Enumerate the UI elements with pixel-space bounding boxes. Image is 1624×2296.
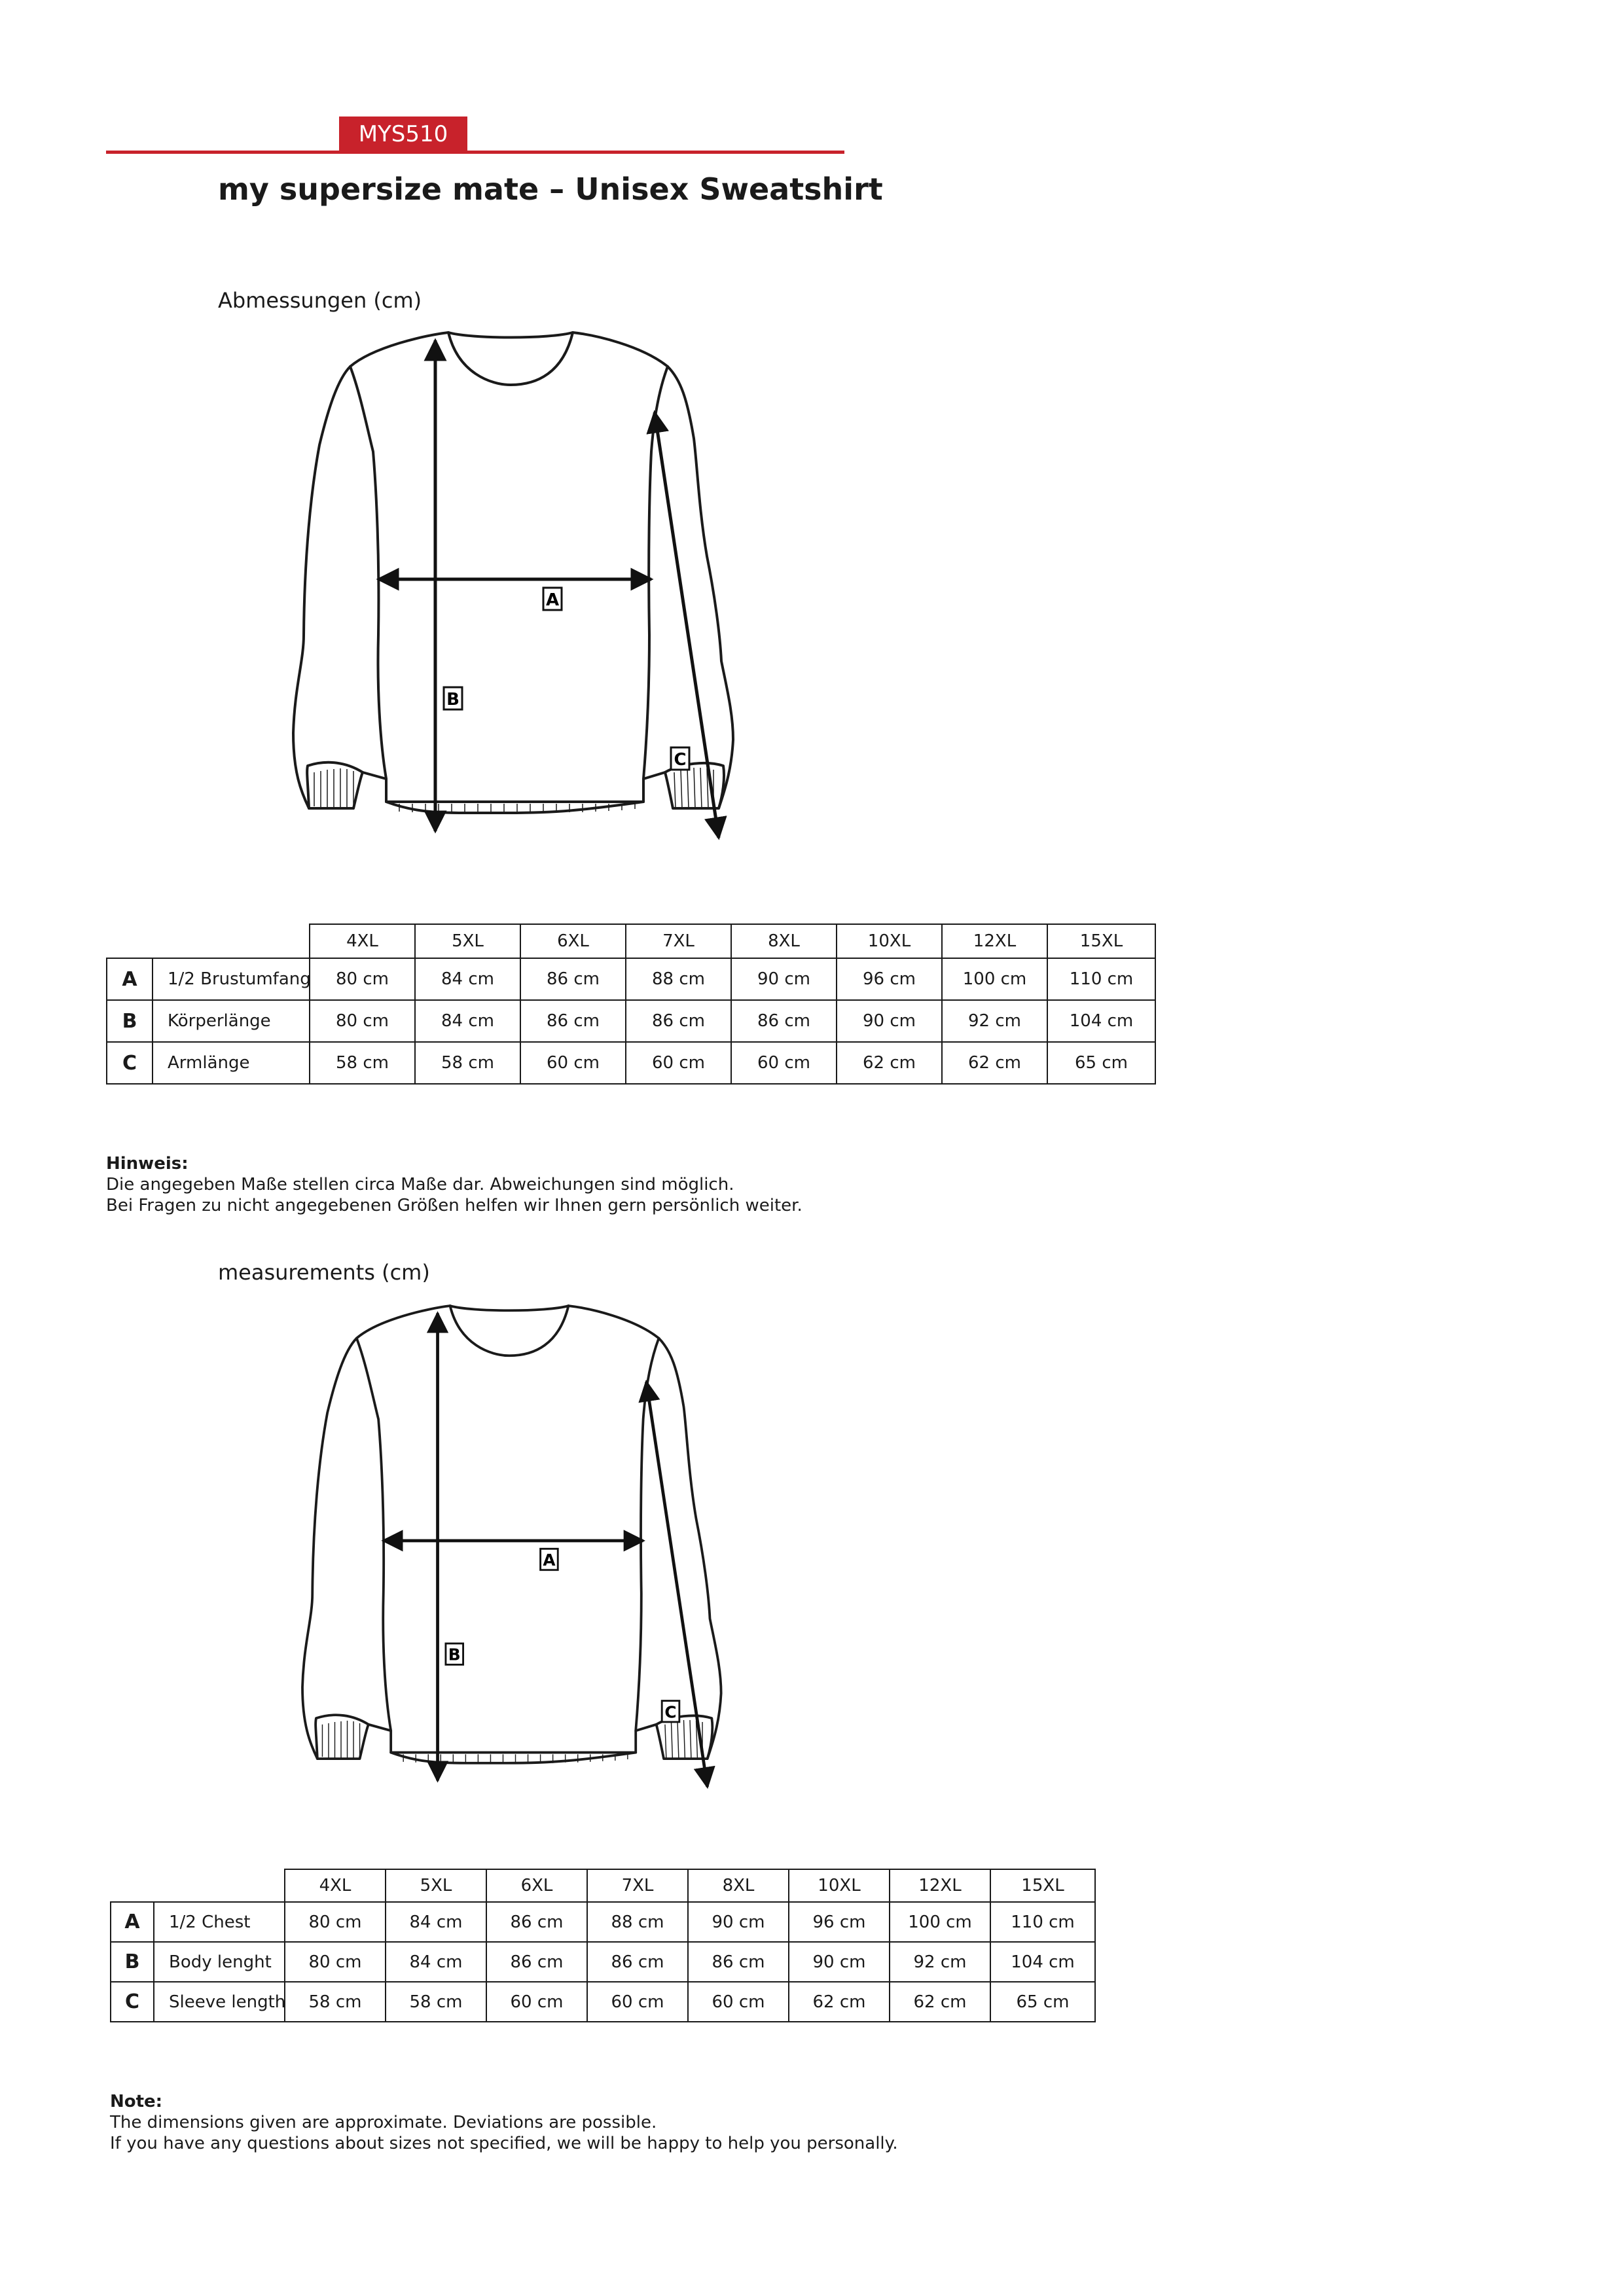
table-cell: 65 cm: [1047, 1042, 1155, 1084]
note-de: [106, 1153, 803, 1216]
table-cell: 80 cm: [310, 1000, 415, 1042]
table-cell: 60 cm: [731, 1042, 837, 1084]
marker-labels: [444, 588, 689, 770]
table-row: [111, 1902, 1095, 1942]
table-row: [111, 1982, 1095, 2022]
table-cell: 80 cm: [310, 958, 415, 1000]
row-letter: A: [107, 958, 153, 1000]
size-header: 10XL: [837, 924, 942, 958]
header-rule: [106, 151, 844, 154]
note-heading: Hinweis:: [106, 1154, 189, 1174]
table-cell: 60 cm: [688, 1982, 789, 2022]
garment-body-outline: [293, 332, 733, 813]
table-cell: 58 cm: [310, 1042, 415, 1084]
size-header: 10XL: [789, 1869, 890, 1902]
size-header: 5XL: [386, 1869, 486, 1902]
size-header: 5XL: [415, 924, 520, 958]
table-cell: 104 cm: [990, 1942, 1095, 1982]
neckline: [448, 332, 573, 385]
table-row: [111, 1942, 1095, 1982]
table-cell: 58 cm: [386, 1982, 486, 2022]
table-cell: 86 cm: [626, 1000, 731, 1042]
size-header: 7XL: [587, 1869, 688, 1902]
table-cell: 62 cm: [837, 1042, 942, 1084]
page-title: my supersize mate – Unisex Sweatshirt: [218, 171, 883, 207]
table-cell: 90 cm: [789, 1942, 890, 1982]
table-cell: 100 cm: [890, 1902, 990, 1942]
table-cell: 65 cm: [990, 1982, 1095, 2022]
table-cell: 86 cm: [520, 958, 626, 1000]
table-row: [107, 1042, 1155, 1084]
row-label: Body lenght: [154, 1942, 285, 1982]
table-cell: 88 cm: [626, 958, 731, 1000]
table-cell: 88 cm: [587, 1902, 688, 1942]
note-line: If you have any questions about sizes not specified, we will be happy to help you personally.: [110, 2134, 898, 2153]
size-header: 7XL: [626, 924, 731, 958]
size-header: 12XL: [890, 1869, 990, 1902]
size-header-row: [107, 924, 1155, 958]
row-label: Armlänge: [153, 1042, 310, 1084]
row-label: Sleeve length: [154, 1982, 285, 2022]
table-cell: 110 cm: [990, 1902, 1095, 1942]
row-letter: C: [111, 1982, 154, 2022]
table-cell: 90 cm: [837, 1000, 942, 1042]
note-line: Die angegeben Maße stellen circa Maße dar. Abweichungen sind möglich.: [106, 1175, 734, 1194]
row-label: Körperlänge: [153, 1000, 310, 1042]
size-header: 15XL: [990, 1869, 1095, 1902]
marker-a: A: [545, 590, 560, 610]
row-letter: B: [111, 1942, 154, 1982]
table-cell: 60 cm: [520, 1042, 626, 1084]
size-header: 4XL: [285, 1869, 386, 1902]
row-letter: C: [107, 1042, 153, 1084]
table-cell: 110 cm: [1047, 958, 1155, 1000]
size-table-en: [110, 1869, 1096, 2022]
marker-c: C: [664, 1702, 677, 1722]
row-letter: A: [111, 1902, 154, 1942]
table-cell: 62 cm: [789, 1982, 890, 2022]
sweatshirt-diagram-de: [275, 321, 746, 864]
table-cell: 86 cm: [587, 1942, 688, 1982]
marker-a: A: [543, 1551, 556, 1570]
size-header: 8XL: [688, 1869, 789, 1902]
row-letter: B: [107, 1000, 153, 1042]
note-line: The dimensions given are approximate. Deviations are possible.: [110, 2113, 657, 2132]
size-header: 8XL: [731, 924, 837, 958]
table-cell: 62 cm: [890, 1982, 990, 2022]
table-cell: 58 cm: [285, 1982, 386, 2022]
table-cell: 60 cm: [626, 1042, 731, 1084]
table-cell: 86 cm: [688, 1942, 789, 1982]
sweatshirt-diagram-en: [280, 1295, 738, 1812]
table-row: [107, 958, 1155, 1000]
table-cell: 96 cm: [837, 958, 942, 1000]
product-code-badge: MYS510: [339, 117, 467, 152]
table-cell: 84 cm: [386, 1942, 486, 1982]
table-cell: 100 cm: [942, 958, 1047, 1000]
marker-b: B: [446, 690, 460, 709]
table-cell: 92 cm: [890, 1942, 990, 1982]
row-label: 1/2 Brustumfang: [153, 958, 310, 1000]
table-cell: 60 cm: [587, 1982, 688, 2022]
size-header: 6XL: [520, 924, 626, 958]
table-cell: 80 cm: [285, 1902, 386, 1942]
size-header: 6XL: [486, 1869, 587, 1902]
note-heading: Note:: [110, 2092, 163, 2111]
table-cell: 90 cm: [688, 1902, 789, 1942]
table-cell: 86 cm: [520, 1000, 626, 1042]
table-cell: 84 cm: [386, 1902, 486, 1942]
table-cell: 58 cm: [415, 1042, 520, 1084]
table-cell: 86 cm: [486, 1942, 587, 1982]
size-header: 15XL: [1047, 924, 1155, 958]
measurements-label-en: measurements (cm): [218, 1260, 430, 1285]
size-table-de: [106, 924, 1156, 1085]
marker-b: B: [448, 1645, 461, 1664]
table-cell: 86 cm: [486, 1902, 587, 1942]
row-label: 1/2 Chest: [154, 1902, 285, 1942]
size-header: 12XL: [942, 924, 1047, 958]
table-row: [107, 1000, 1155, 1042]
table-cell: 80 cm: [285, 1942, 386, 1982]
table-cell: 96 cm: [789, 1902, 890, 1942]
table-cell: 92 cm: [942, 1000, 1047, 1042]
note-line: Bei Fragen zu nicht angegebenen Größen helfen wir Ihnen gern persönlich weiter.: [106, 1196, 803, 1215]
size-header: 4XL: [310, 924, 415, 958]
table-cell: 90 cm: [731, 958, 837, 1000]
table-cell: 84 cm: [415, 1000, 520, 1042]
note-en: [110, 2091, 898, 2154]
table-cell: 60 cm: [486, 1982, 587, 2022]
marker-c: C: [674, 750, 687, 770]
table-cell: 86 cm: [731, 1000, 837, 1042]
table-cell: 104 cm: [1047, 1000, 1155, 1042]
measurements-label-de: Abmessungen (cm): [218, 288, 422, 313]
table-cell: 62 cm: [942, 1042, 1047, 1084]
table-cell: 84 cm: [415, 958, 520, 1000]
